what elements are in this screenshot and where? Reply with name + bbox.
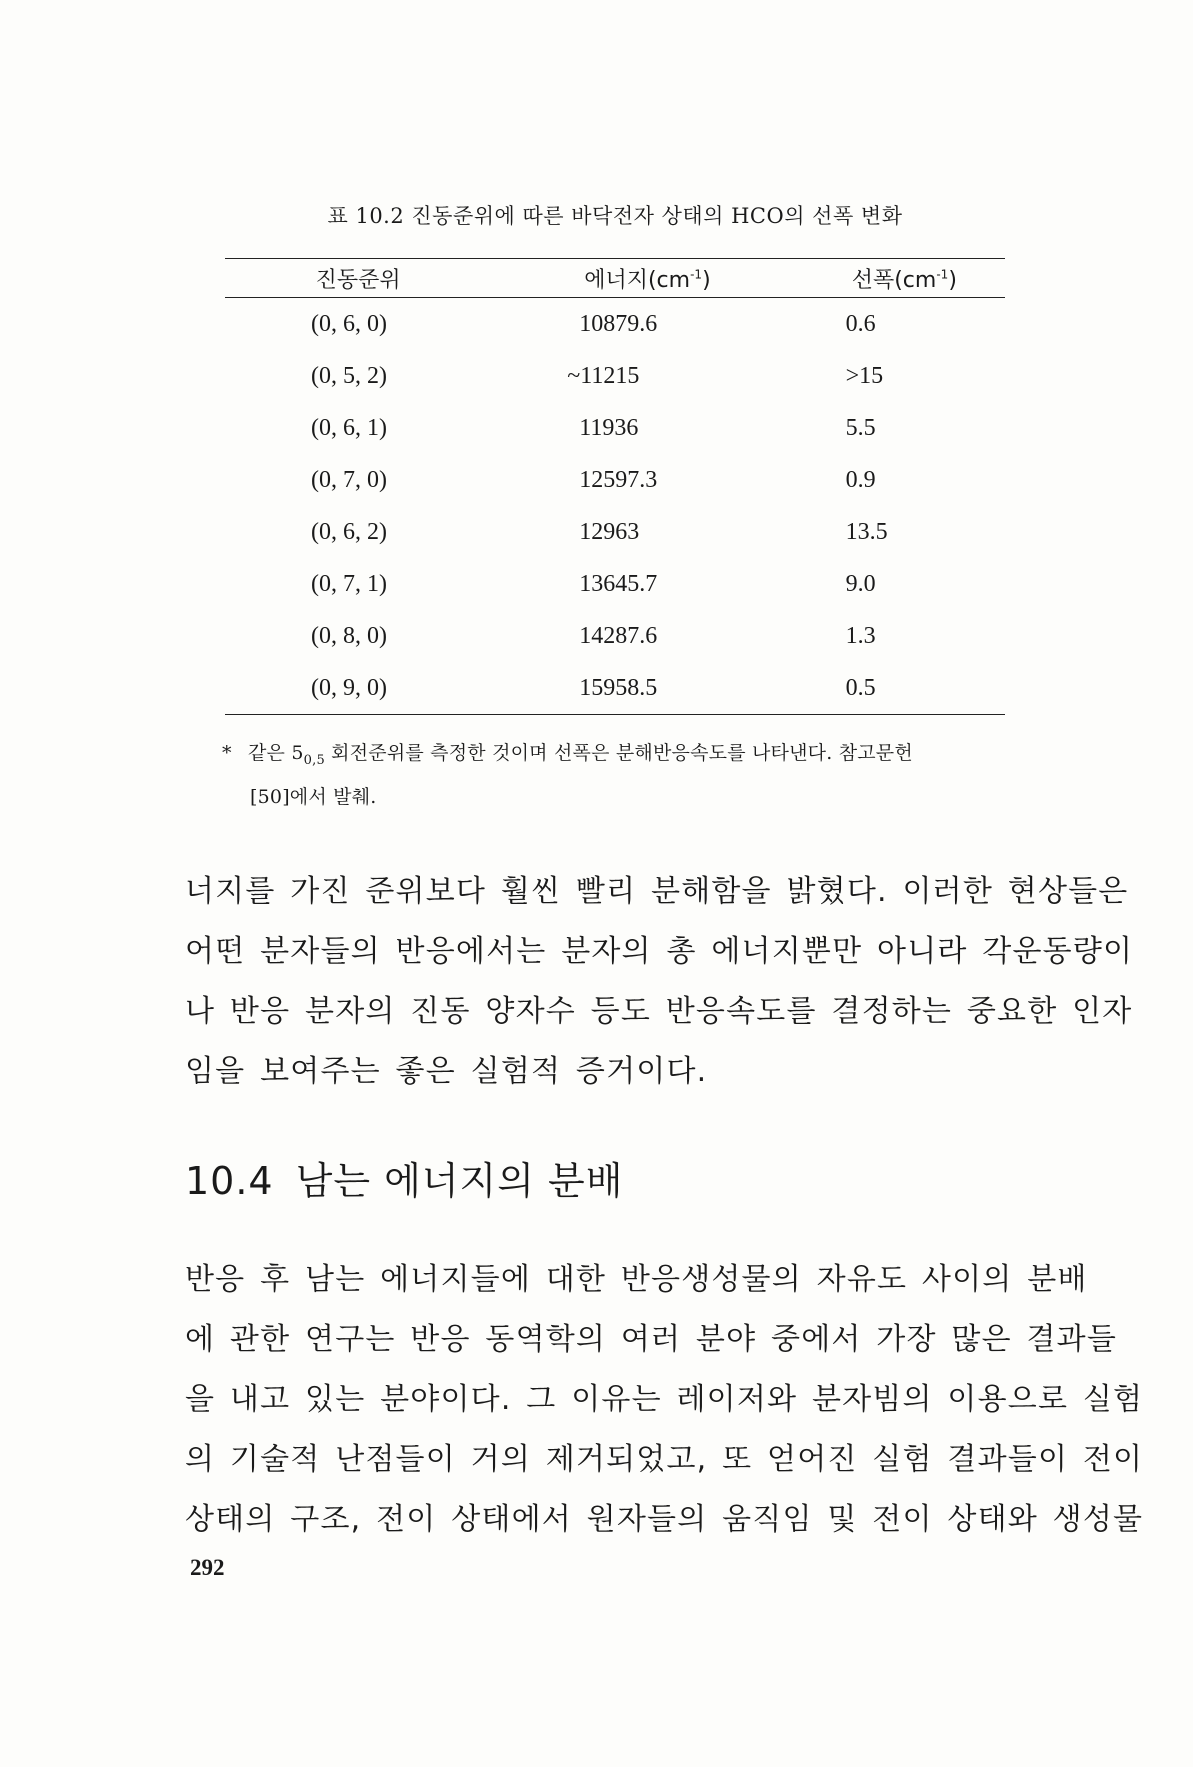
cell-level: (0, 6, 0): [311, 310, 387, 337]
cell-energy: 15958.5: [491, 662, 803, 715]
header-linewidth-unit-exp: -1: [936, 267, 949, 282]
cell-level: (0, 6, 2): [311, 518, 387, 545]
paragraph-line: 나 반응 분자의 진동 양자수 등도 반응속도를 결정하는 중요한 인자: [185, 994, 1133, 1029]
cell-linewidth: 0.6: [845, 310, 876, 337]
table-footnote: [222, 735, 1072, 816]
paragraph-line: 임을 보여주는 좋은 실험적 증거이다.: [185, 1054, 708, 1089]
cell-level: (0, 5, 2): [311, 362, 387, 389]
paragraph-line: 너지를 가진 준위보다 훨씬 빨리 분해함을 밝혔다. 이러한 현상들은: [185, 874, 1129, 909]
footnote-marker: *: [222, 742, 232, 764]
header-energy-close: ): [702, 267, 711, 293]
table-row: [225, 402, 1005, 454]
paragraph-line: 에 관한 연구는 반응 동역학의 여러 분야 중에서 가장 많은 결과들: [185, 1322, 1118, 1357]
footnote-source: [50]에서 발췌.: [250, 785, 377, 808]
cell-linewidth: 0.9: [845, 466, 876, 493]
cell-level: (0, 6, 1): [311, 414, 387, 441]
header-energy-unit-exp: -1: [690, 267, 703, 282]
header-vibrational-level: 진동준위: [225, 259, 491, 298]
table-row: [225, 298, 1005, 351]
cell-linewidth: 13.5: [845, 518, 888, 545]
table-caption: 표 10.2 진동준위에 따른 바닥전자 상태의 HCO의 선폭 변화: [327, 204, 903, 228]
table-row: [225, 454, 1005, 506]
cell-energy: 12963: [579, 518, 640, 545]
footnote-text-post: 회전준위를 측정한 것이며 선폭은 분해반응속도를 나타낸다. 참고문헌: [324, 742, 913, 764]
header-energy-label: 에너지(cm: [584, 267, 691, 293]
cell-energy: 12597.3: [579, 466, 658, 493]
table-row: [225, 558, 1005, 610]
cell-level: (0, 7, 1): [311, 570, 387, 597]
table-row: [225, 350, 1005, 402]
cell-energy: 10879.6: [579, 310, 658, 337]
cell-level: (0, 8, 0): [311, 622, 387, 649]
table-row: [225, 610, 1005, 662]
cell-level: (0, 9, 0): [225, 662, 491, 715]
cell-energy: 13645.7: [579, 570, 658, 597]
cell-energy: ~11215: [567, 362, 640, 389]
header-linewidth-label: 선폭(cm: [851, 267, 937, 293]
section-heading: [185, 1150, 623, 1205]
paragraph-line: 반응 후 남는 에너지들에 대한 반응생성물의 자유도 사이의 분배: [185, 1262, 1088, 1297]
cell-energy: 14287.6: [579, 622, 658, 649]
table-row: [225, 662, 1005, 715]
section-title-text: 남는 에너지의 분배: [295, 1159, 624, 1203]
cell-linewidth: 5.5: [845, 414, 876, 441]
table-row: [225, 506, 1005, 558]
footnote-subscript: 0,5: [303, 752, 325, 768]
paragraph-line: 의 기술적 난점들이 거의 제거되었고, 또 얻어진 실험 결과들이 전이: [185, 1442, 1144, 1477]
paragraph-2: [185, 1250, 1144, 1550]
section-number: 10.4: [185, 1159, 274, 1203]
cell-linewidth: 0.5: [804, 662, 1005, 715]
cell-energy: 11936: [579, 414, 639, 441]
header-linewidth-close: ): [948, 267, 957, 293]
table-header-row: [225, 259, 1005, 298]
header-energy: [491, 259, 803, 298]
paragraph-line: 을 내고 있는 분야이다. 그 이유는 레이저와 분자빔의 이용으로 실험: [185, 1382, 1144, 1417]
linewidth-table: [225, 258, 1005, 715]
cell-linewidth: 1.3: [845, 622, 876, 649]
cell-linewidth: >15: [845, 362, 884, 389]
header-linewidth: [804, 259, 1005, 298]
footnote-text-pre: 같은 5: [248, 742, 304, 764]
paragraph-line: 상태의 구조, 전이 상태에서 원자들의 움직임 및 전이 상태와 생성물: [185, 1502, 1144, 1537]
page-number: 292: [190, 1555, 225, 1580]
paragraph-line: 어떤 분자들의 반응에서는 분자의 총 에너지뿐만 아니라 각운동량이: [185, 934, 1134, 969]
cell-level: (0, 7, 0): [311, 466, 387, 493]
paragraph-1: [185, 862, 1134, 1102]
cell-linewidth: 9.0: [845, 570, 876, 597]
